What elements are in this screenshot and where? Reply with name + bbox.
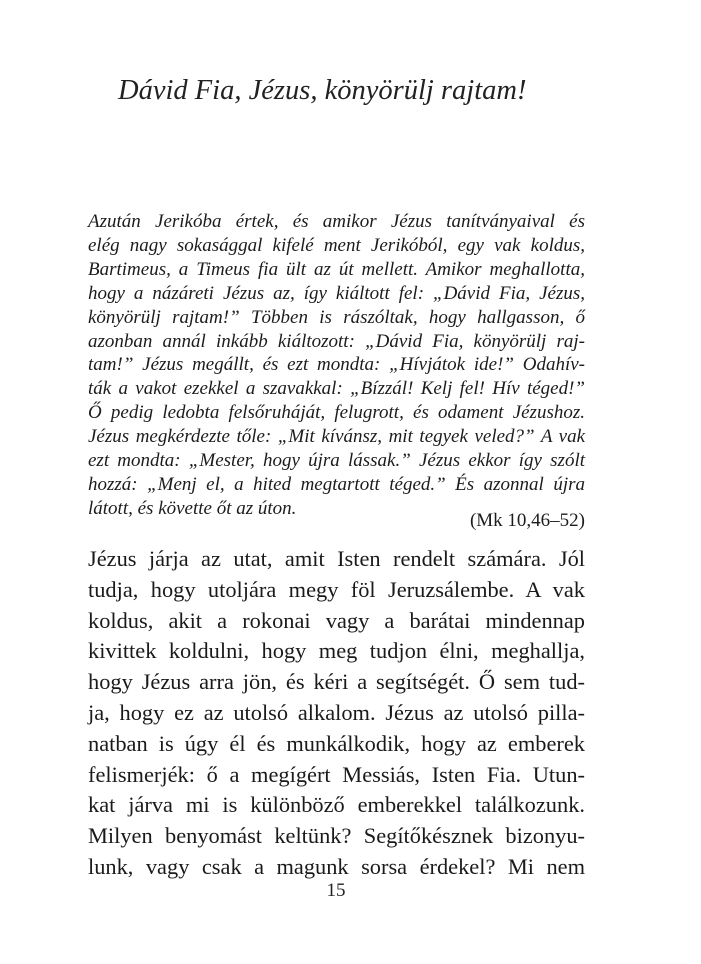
quote-line: ták a vakot ezekkel a szavakkal: „Bízzál! Kelj fel! Hív téged!” (88, 378, 585, 400)
chapter-title: Dávid Fia, Jézus, könyörülj rajtam! (118, 75, 527, 106)
quote-line: Jézus megkérdezte tőle: „Mit kívánsz, mit tegyek veled?” A vak (88, 426, 585, 448)
body-line: lunk, vagy csak a magunk sorsa érdekel? Mi nem (88, 853, 585, 879)
body-line: natban is úgy él és munkálkodik, hogy az emberek (88, 730, 585, 756)
quote-line: könyörülj rajtam!” Többen is rászóltak, hogy hallgasson, ő (88, 306, 585, 328)
scripture-quote (88, 210, 585, 521)
scripture-reference: (Mk 10,46–52) (469, 510, 585, 531)
reflection-text (88, 544, 585, 883)
quote-line: elég nagy sokasággal kifelé ment Jerikóból, egy vak koldus, (88, 234, 585, 256)
quote-line: hozzá: „Menj el, a hited megtartott téged.” És azonnal újra (88, 473, 585, 495)
body-line: kivittek koldulni, hogy meg tudjon élni, meghallja, (88, 638, 585, 664)
quote-line: hogy a názáreti Jézus az, így kiáltott fel: „Dávid Fia, Jézus, (88, 282, 585, 304)
quote-line: Ő pedig ledobta felsőruháját, felugrott, és odament Jézushoz. (88, 402, 585, 424)
body-line: kat járva mi is különböző emberekkel találkozunk. (88, 792, 585, 818)
quote-line: ezt mondta: „Mester, hogy újra lássak.” Jézus ekkor így szólt (88, 450, 585, 472)
body-line: Jézus járja az utat, amit Isten rendelt számára. Jól (88, 546, 585, 571)
quote-line: tam!” Jézus megállt, és ezt mondta: „Hívjátok ide!” Odahív- (88, 354, 585, 376)
body-line: felismerjék: ő a megígért Messiás, Isten Fia. Utun- (88, 761, 585, 787)
quote-line: látott, és követte őt az úton. (88, 497, 297, 519)
quote-line: Bartimeus, a Timeus fia ült az út mellett. Amikor meghallotta, (88, 258, 585, 280)
page-number: 15 (326, 880, 346, 901)
body-line: tudja, hogy utoljára megy föl Jeruzsálembe. A vak (88, 576, 585, 602)
quote-line: azonban annál inkább kiáltozott: „Dávid Fia, könyörülj raj- (88, 330, 585, 352)
body-line: hogy Jézus arra jön, és kéri a segítségét. Ő sem tud- (88, 669, 585, 695)
quote-line: Azután Jerikóba értek, és amikor Jézus tanítványaival és (88, 211, 585, 232)
body-line: Milyen benyomást keltünk? Segítőkésznek bizonyu- (88, 823, 585, 849)
body-line: koldus, akit a rokonai vagy a barátai mindennap (88, 607, 585, 633)
body-line: ja, hogy ez az utolsó alkalom. Jézus az utolsó pilla- (88, 699, 585, 725)
